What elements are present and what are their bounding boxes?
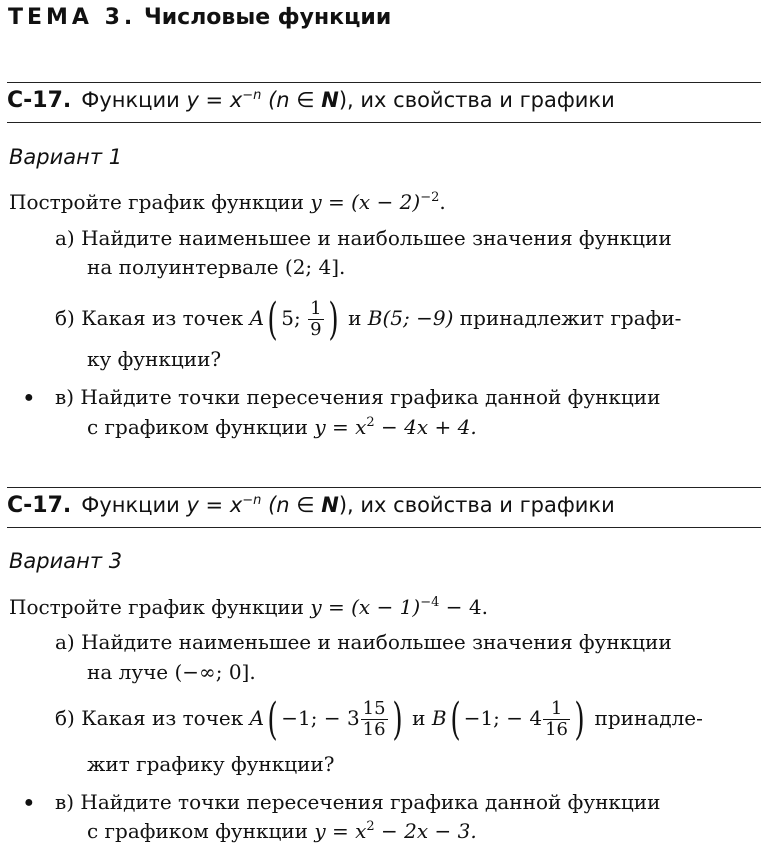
variant-label: Вариант 3 xyxy=(9,549,123,573)
point-a-fraction xyxy=(361,699,388,740)
task-statement xyxy=(9,594,488,620)
subtask-b-and: и xyxy=(412,706,426,730)
task-formula: y = (x − 2) xyxy=(310,190,421,214)
point-b-label: B xyxy=(431,706,447,730)
section-code: С-17. xyxy=(7,493,72,518)
point-b-fraction xyxy=(543,699,570,740)
task-formula: y = (x − 1) xyxy=(310,595,421,619)
point-a-label: A xyxy=(249,706,265,730)
section-rule-bottom xyxy=(7,122,761,123)
bullet-icon: ● xyxy=(24,794,34,811)
point-a-x: −1; − 3 xyxy=(281,706,360,730)
subtask-b-and: и xyxy=(348,306,362,330)
point-a-label: A xyxy=(249,306,265,330)
section-rule-top xyxy=(7,82,761,83)
subtask-b-line1 xyxy=(55,693,703,745)
subtask-b-line1 xyxy=(55,293,682,345)
paren-open: ( xyxy=(449,693,461,745)
subtask-c-line2 xyxy=(87,818,477,844)
section-rule-bottom xyxy=(7,527,761,528)
subtask-a-line2: на луче (−∞; 0]. xyxy=(87,660,256,684)
subtask-b-post: принадлежит графи- xyxy=(459,306,682,330)
paren-close: ) xyxy=(327,293,339,345)
heading-post: их свойства и графики xyxy=(360,88,615,112)
subtask-c-line1: в) Найдите точки пересечения графика данной функции xyxy=(55,385,661,409)
subtask-b-line2: ку функции? xyxy=(87,347,222,371)
subtask-a-line1: а) Найдите наименьшее и наибольшее значения функции xyxy=(55,226,672,250)
heading-exponent: −n xyxy=(242,493,262,508)
task-exponent: −2 xyxy=(420,190,440,205)
variant-label: Вариант 1 xyxy=(9,145,123,169)
paren-close: ) xyxy=(574,693,585,745)
heading-condition-set: N xyxy=(321,88,339,112)
heading-pre: Функции xyxy=(81,88,180,112)
subtask-c-line1: в) Найдите точки пересечения графика данной функции xyxy=(55,790,661,814)
task-exponent: −4 xyxy=(420,595,440,610)
fraction-numerator: 15 xyxy=(362,698,386,719)
point-a-fraction xyxy=(308,299,323,340)
subtask-c-formula-tail: − 2x − 3. xyxy=(381,819,477,843)
subtask-b-text: б) Какая из точек xyxy=(55,306,244,330)
heading-exponent: −n xyxy=(242,88,262,103)
point-b-x: −1; − 4 xyxy=(463,706,543,730)
subtask-c-formula: y = x xyxy=(314,415,367,439)
paren-close: ) xyxy=(392,693,403,745)
subtask-c-text: с графиком функции xyxy=(87,415,308,439)
fraction-denominator: 16 xyxy=(545,719,569,740)
task-post: . xyxy=(439,190,446,214)
heading-formula: y = x xyxy=(186,88,243,112)
heading-condition-open: (n ∈ xyxy=(268,493,315,517)
subtask-b-post: принадле- xyxy=(594,706,703,730)
fraction-numerator: 1 xyxy=(543,699,570,720)
subtask-c-text: с графиком функции xyxy=(87,819,308,843)
heading-condition-set: N xyxy=(321,493,339,517)
point-b: B(5; −9) xyxy=(367,306,454,330)
task-text: Постройте график функции xyxy=(9,190,304,214)
section-code: С-17. xyxy=(7,88,72,113)
heading-post: их свойства и графики xyxy=(360,493,615,517)
heading-condition-close: ), xyxy=(338,88,354,112)
heading-condition-open: (n ∈ xyxy=(268,88,315,112)
subtask-a-line2: на полуинтервале (2; 4]. xyxy=(87,255,346,279)
topic-heading xyxy=(8,5,391,30)
section-heading xyxy=(7,88,615,113)
subtask-c-exponent: 2 xyxy=(366,819,375,834)
heading-condition-close: ), xyxy=(338,493,354,517)
point-a-x: 5; xyxy=(281,306,301,330)
section-rule-top xyxy=(7,487,761,488)
section-heading xyxy=(7,493,615,518)
subtask-c-formula-tail: − 4x + 4. xyxy=(381,415,477,439)
paren-open: ( xyxy=(267,293,278,345)
subtask-c-formula: y = x xyxy=(314,819,367,843)
subtask-c-exponent: 2 xyxy=(366,415,375,430)
fraction-denominator: 9 xyxy=(310,319,322,340)
fraction-denominator: 16 xyxy=(362,719,386,740)
subtask-a-line1: а) Найдите наименьшее и наибольшее значения функции xyxy=(55,630,672,654)
bullet-icon: ● xyxy=(24,389,34,406)
heading-pre: Функции xyxy=(81,493,180,517)
subtask-b-line2: жит графику функции? xyxy=(87,752,335,776)
paren-open: ( xyxy=(267,693,278,745)
heading-formula: y = x xyxy=(186,493,243,517)
fraction-numerator: 1 xyxy=(310,298,322,319)
topic-title: Числовые функции xyxy=(143,5,392,30)
subtask-c-line2 xyxy=(87,414,477,440)
task-text: Постройте график функции xyxy=(9,595,304,619)
task-post: − 4. xyxy=(445,595,488,619)
topic-label: ТЕМА 3. xyxy=(8,5,137,30)
task-statement xyxy=(9,189,446,215)
subtask-b-text: б) Какая из точек xyxy=(55,706,244,730)
